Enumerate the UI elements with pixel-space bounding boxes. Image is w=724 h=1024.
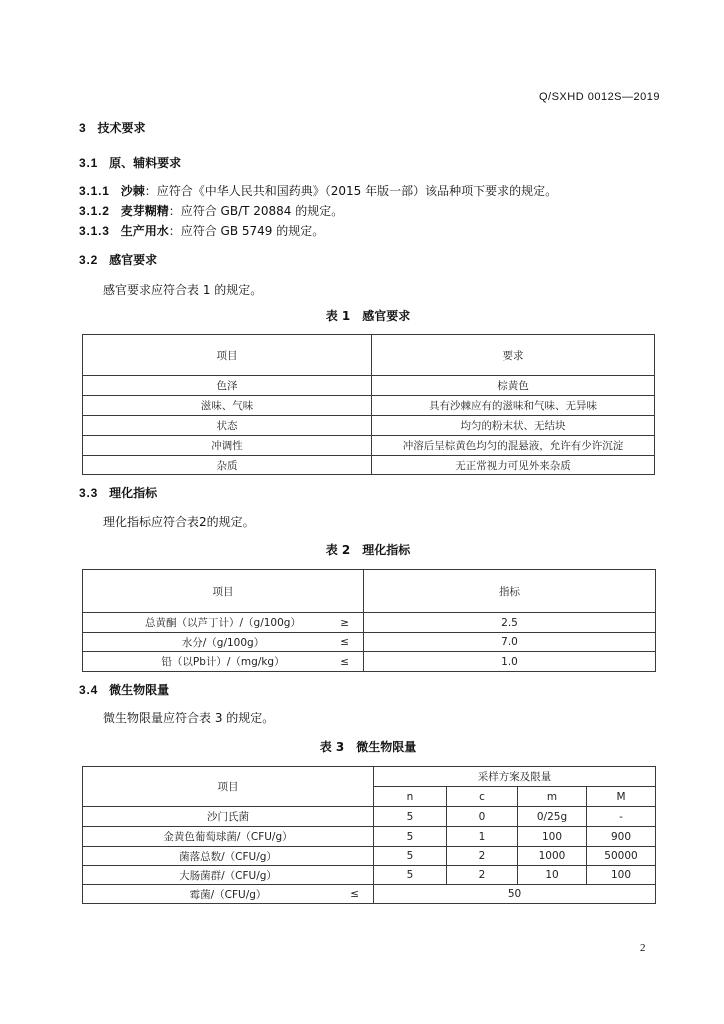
section-3-4-heading bbox=[79, 683, 169, 697]
cell-item: 色泽 bbox=[83, 376, 372, 396]
cell-n: 5 bbox=[374, 827, 447, 847]
section-title: 理化指标 bbox=[109, 486, 158, 500]
cell-c: 0 bbox=[447, 807, 518, 827]
cell-item bbox=[83, 633, 364, 652]
cell-item: 杂质 bbox=[83, 456, 372, 475]
section-number: 3 bbox=[79, 121, 87, 135]
item-label: 总黄酮（以芦丁计）/（g/100g） bbox=[145, 617, 301, 629]
cell-limit: 50 bbox=[374, 885, 656, 904]
section-3-2-heading bbox=[79, 253, 157, 267]
cell-requirement: 具有沙棘应有的滋味和气味、无异味 bbox=[372, 396, 655, 416]
cell-value: 1.0 bbox=[364, 652, 656, 672]
cell-n: 5 bbox=[374, 807, 447, 827]
section-number: 3.4 bbox=[79, 683, 99, 697]
section-3-3-heading bbox=[79, 486, 157, 500]
table-row bbox=[83, 436, 655, 456]
page-number: 2 bbox=[640, 942, 646, 954]
clause-term: 麦芽糊精 bbox=[120, 204, 169, 218]
cell-item: 沙门氏菌 bbox=[83, 807, 374, 827]
header-cell-requirement: 要求 bbox=[372, 335, 655, 376]
caption-title: 理化指标 bbox=[362, 543, 411, 557]
cell-item bbox=[83, 652, 364, 672]
table-header-row bbox=[83, 767, 656, 787]
cell-requirement: 冲溶后呈棕黄色均匀的混悬液，允许有少许沉淀 bbox=[372, 436, 655, 456]
section-3-1-heading bbox=[79, 156, 181, 170]
section-number: 3.1 bbox=[79, 156, 99, 170]
cell-requirement: 棕黄色 bbox=[372, 376, 655, 396]
clause-text: ：应符合《中华人民共和国药典》（2015 年版一部）该品种项下要求的规定。 bbox=[144, 184, 558, 198]
table-1 bbox=[82, 334, 655, 475]
cell-n: 5 bbox=[374, 847, 447, 866]
table-1-caption bbox=[0, 309, 724, 323]
cell-item bbox=[83, 613, 364, 633]
cell-item: 金黄色葡萄球菌/（CFU/g） bbox=[83, 827, 374, 847]
section-title: 微生物限量 bbox=[109, 683, 170, 697]
header-cell-item: 项目 bbox=[83, 767, 374, 807]
header-cell-index: 指标 bbox=[364, 570, 656, 613]
table-row bbox=[83, 885, 656, 904]
table-3-caption bbox=[0, 740, 724, 754]
cell-item: 大肠菌群/（CFU/g） bbox=[83, 866, 374, 885]
item-label: 霉菌/（CFU/g） bbox=[189, 888, 267, 901]
clause-number: 3.1.2 bbox=[79, 204, 110, 218]
clause-3-1-1 bbox=[79, 184, 557, 198]
caption-number: 表 3 bbox=[319, 740, 345, 754]
document-code: Q/SXHD 0012S—2019 bbox=[538, 91, 660, 103]
table-header-row bbox=[83, 335, 655, 376]
cell-item bbox=[83, 885, 374, 904]
comparison-operator: ≤ bbox=[340, 636, 349, 648]
cell-item: 菌落总数/（CFU/g） bbox=[83, 847, 374, 866]
clause-term: 生产用水 bbox=[120, 224, 169, 238]
table-row bbox=[83, 456, 655, 475]
subheader-n: n bbox=[374, 787, 447, 807]
table-row bbox=[83, 807, 656, 827]
section-3-4-paragraph: 微生物限量应符合表 3 的规定。 bbox=[103, 711, 275, 725]
section-number: 3.2 bbox=[79, 253, 99, 267]
cell-M: 900 bbox=[587, 827, 656, 847]
caption-title: 微生物限量 bbox=[356, 740, 417, 754]
caption-number: 表 1 bbox=[325, 309, 351, 323]
comparison-operator: ≥ bbox=[340, 616, 349, 629]
table-row bbox=[83, 847, 656, 866]
table-row bbox=[83, 652, 656, 672]
clause-term: 沙棘 bbox=[120, 184, 145, 198]
cell-m: 1000 bbox=[518, 847, 587, 866]
cell-c: 2 bbox=[447, 847, 518, 866]
section-3-2-paragraph: 感官要求应符合表 1 的规定。 bbox=[103, 283, 263, 297]
cell-c: 2 bbox=[447, 866, 518, 885]
comparison-operator: ≤ bbox=[350, 888, 359, 900]
section-title: 原、辅料要求 bbox=[109, 156, 182, 170]
comparison-operator: ≤ bbox=[340, 655, 349, 668]
item-label: 铅（以Pb计）/（mg/kg） bbox=[161, 656, 285, 668]
item-label: 水分/（g/100g） bbox=[181, 636, 265, 649]
table-row bbox=[83, 416, 655, 436]
clause-3-1-2 bbox=[79, 204, 343, 218]
subheader-c: c bbox=[447, 787, 518, 807]
section-title: 技术要求 bbox=[97, 121, 146, 135]
section-title: 感官要求 bbox=[109, 253, 158, 267]
table-row bbox=[83, 376, 655, 396]
cell-M: 50000 bbox=[587, 847, 656, 866]
table-row bbox=[83, 613, 656, 633]
clause-text: ：应符合 GB/T 20884 的规定。 bbox=[168, 204, 344, 218]
header-cell-sampling-plan: 采样方案及限量 bbox=[374, 767, 656, 787]
table-3 bbox=[82, 766, 656, 904]
cell-n: 5 bbox=[374, 866, 447, 885]
cell-m: 100 bbox=[518, 827, 587, 847]
subheader-M: M bbox=[587, 787, 656, 807]
table-row bbox=[83, 827, 656, 847]
table-row bbox=[83, 396, 655, 416]
caption-number: 表 2 bbox=[325, 543, 351, 557]
header-cell-item: 项目 bbox=[83, 335, 372, 376]
cell-M: - bbox=[587, 807, 656, 827]
cell-value: 7.0 bbox=[364, 633, 656, 652]
header-cell-item: 项目 bbox=[83, 570, 364, 613]
cell-value: 2.5 bbox=[364, 613, 656, 633]
clause-3-1-3 bbox=[79, 224, 324, 238]
table-row bbox=[83, 866, 656, 885]
cell-c: 1 bbox=[447, 827, 518, 847]
section-number: 3.3 bbox=[79, 486, 99, 500]
table-row bbox=[83, 633, 656, 652]
cell-m: 0/25g bbox=[518, 807, 587, 827]
table-2 bbox=[82, 569, 656, 672]
table-header-row bbox=[83, 570, 656, 613]
cell-requirement: 无正常视力可见外来杂质 bbox=[372, 456, 655, 475]
cell-item: 冲调性 bbox=[83, 436, 372, 456]
table-2-caption bbox=[0, 543, 724, 557]
caption-title: 感官要求 bbox=[362, 309, 411, 323]
cell-M: 100 bbox=[587, 866, 656, 885]
cell-requirement: 均匀的粉末状、无结块 bbox=[372, 416, 655, 436]
clause-number: 3.1.1 bbox=[79, 184, 110, 198]
clause-number: 3.1.3 bbox=[79, 224, 110, 238]
cell-m: 10 bbox=[518, 866, 587, 885]
cell-item: 状态 bbox=[83, 416, 372, 436]
clause-text: ：应符合 GB 5749 的规定。 bbox=[168, 224, 325, 238]
cell-item: 滋味、气味 bbox=[83, 396, 372, 416]
section-3-3-paragraph: 理化指标应符合表2的规定。 bbox=[103, 515, 255, 529]
subheader-m: m bbox=[518, 787, 587, 807]
section-3-heading bbox=[79, 121, 146, 135]
